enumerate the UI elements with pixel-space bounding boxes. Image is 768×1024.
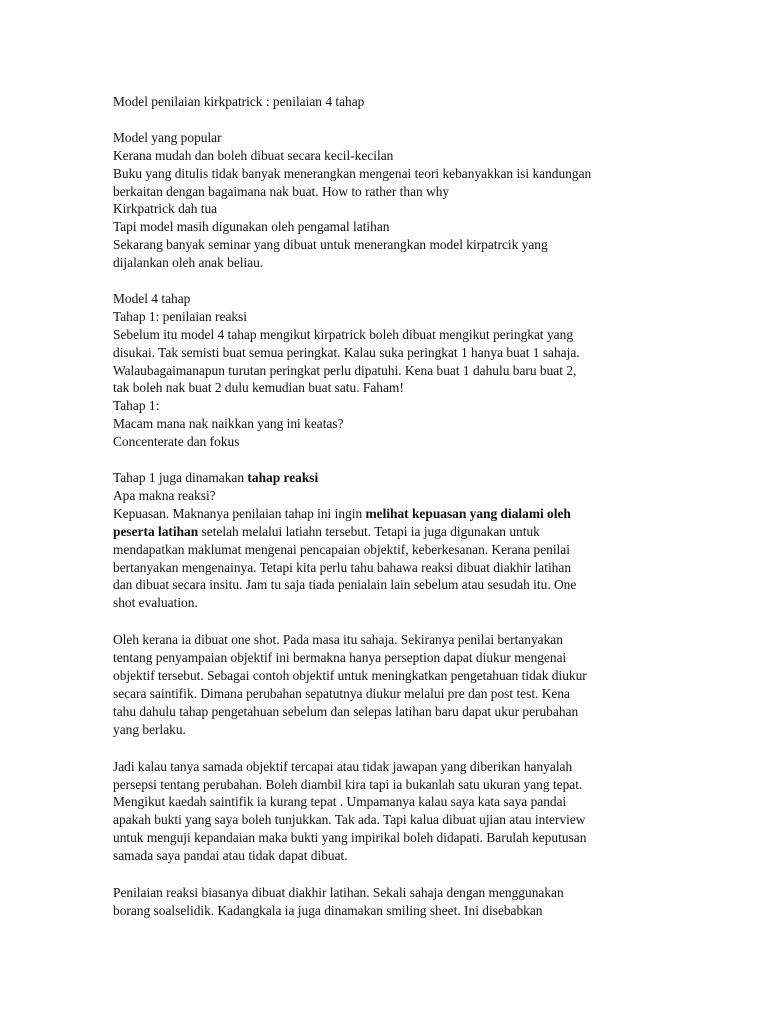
text-line: Apa makna reaksi? [113, 487, 216, 503]
text-line: tentang penyampaian objektif ini bermakna hanya perseption dapat diukur mengenai [113, 650, 567, 666]
paragraph-persepsi [113, 758, 673, 865]
text-run: setelah melalui latiahn tersebut. Tetapi ia juga digunakan untuk [198, 523, 540, 539]
text-line: borang soalselidik. Kadangkala ia juga dinamakan smiling sheet. Ini disebabkan [113, 903, 543, 919]
text-line: Kirkpatrick dah tua [113, 201, 218, 217]
text-line [113, 523, 673, 541]
text-run: Kepuasan. Maknanya penilaian tahap ini ingin [113, 505, 366, 521]
text-line: Walaubagaimanapun turutan peringkat perlu dipatuhi. Kena buat 1 dahulu baru buat 2, [113, 362, 577, 378]
text-line: Penilaian reaksi biasanya dibuat diakhir latihan. Sekali sahaja dengan menggunakan [113, 885, 564, 901]
text-line: Oleh kerana ia dibuat one shot. Pada masa itu sahaja. Sekiranya penilai bertanyakan [113, 632, 563, 648]
text-line: untuk menguji kepandaian maka bukti yang impirikal boleh didapati. Barulah keputusan [113, 830, 587, 846]
text-line [113, 469, 673, 487]
bold-term: melihat kepuasan yang dialami oleh [365, 505, 571, 521]
text-line: dan dibuat secara insitu. Jam tu saja tiada penialain lain sebelum atau sesudah itu. One [113, 577, 577, 593]
section-popular-model [113, 129, 673, 272]
document-body [113, 93, 673, 920]
text-line: Sekarang banyak seminar yang dibuat untuk menerangkan model kirpatrcik yang [113, 237, 548, 253]
section-tahap-reaksi [113, 469, 673, 612]
bold-term: tahap reaksi [247, 469, 319, 485]
text-line: Mengikut kaedah saintifik ia kurang tepat . Umpamanya kalau saya kata saya pandai [113, 794, 567, 810]
text-line: dijalankan oleh anak beliau. [113, 255, 264, 271]
text-line: Buku yang ditulis tidak banyak menerangkan mengenai teori kebanyakkan isi kandungan [113, 165, 592, 181]
text-line: bertanyakan mengenainya. Tetapi kita perlu tahu bahawa reaksi dibuat diakhir latihan [113, 559, 572, 575]
text-line [113, 505, 673, 523]
text-line: Kerana mudah dan boleh dibuat secara kecil-kecilan [113, 147, 394, 163]
text-line: Model 4 tahap [113, 290, 191, 306]
text-line: Jadi kalau tanya samada objektif tercapai atau tidak jawapan yang diberikan hanyalah [113, 758, 573, 774]
text-line: Concenterate dan fokus [113, 434, 240, 450]
text-line: secara saintifik. Dimana perubahan sepatutnya diukur melalui pre dan post test. Kena [113, 685, 570, 701]
paragraph-penilaian-reaksi [113, 884, 673, 920]
paragraph-one-shot [113, 631, 673, 738]
text-line: tahu dahulu tahap pengetahuan sebelum dan selepas latihan baru dapat ukur perubahan [113, 703, 579, 719]
text-line: berkaitan dengan bagaimana nak buat. How to rather than why [113, 183, 450, 199]
text-run: Tahap 1 juga dinamakan [113, 469, 248, 485]
text-line: samada saya pandai atau tidak dapat dibuat. [113, 848, 348, 864]
text-line: tak boleh nak buat 2 dulu kemudian buat satu. Faham! [113, 380, 404, 396]
text-line: Sebelum itu model 4 tahap mengikut kirpatrick boleh dibuat mengikut peringkat yang [113, 326, 574, 342]
text-line: Model yang popular [113, 129, 222, 145]
text-line: Tahap 1: [113, 398, 160, 414]
section-model-4-tahap [113, 290, 673, 451]
bold-term: peserta latihan [113, 523, 199, 539]
document-title: Model penilaian kirkpatrick : penilaian 4 tahap [113, 94, 365, 109]
text-line: disukai. Tak semisti buat semua peringkat. Kalau suka peringkat 1 hanya buat 1 sahaja. [113, 344, 580, 360]
text-line: persepsi tentang perubahan. Boleh diambil kira tapi ia bukanlah satu ukuran yang tepat. [113, 776, 583, 792]
text-line: Tahap 1: penilaian reaksi [113, 308, 248, 324]
text-line: shot evaluation. [113, 595, 198, 611]
text-line: Tapi model masih digunakan oleh pengamal latihan [113, 219, 390, 235]
text-line: objektif tersebut. Sebagai contoh objektif untuk meningkatkan pengetahuan tidak diukur [113, 668, 587, 684]
text-line: yang berlaku. [113, 721, 186, 737]
text-line: Macam mana nak naikkan yang ini keatas? [113, 416, 344, 432]
text-line: mendapatkan maklumat mengenai pencapaian objektif, keberkesanan. Kerana penilai [113, 541, 570, 557]
text-line: apakah bukti yang saya boleh tunjukkan. Tak ada. Tapi kalua dibuat ujian atau interview [113, 812, 586, 828]
